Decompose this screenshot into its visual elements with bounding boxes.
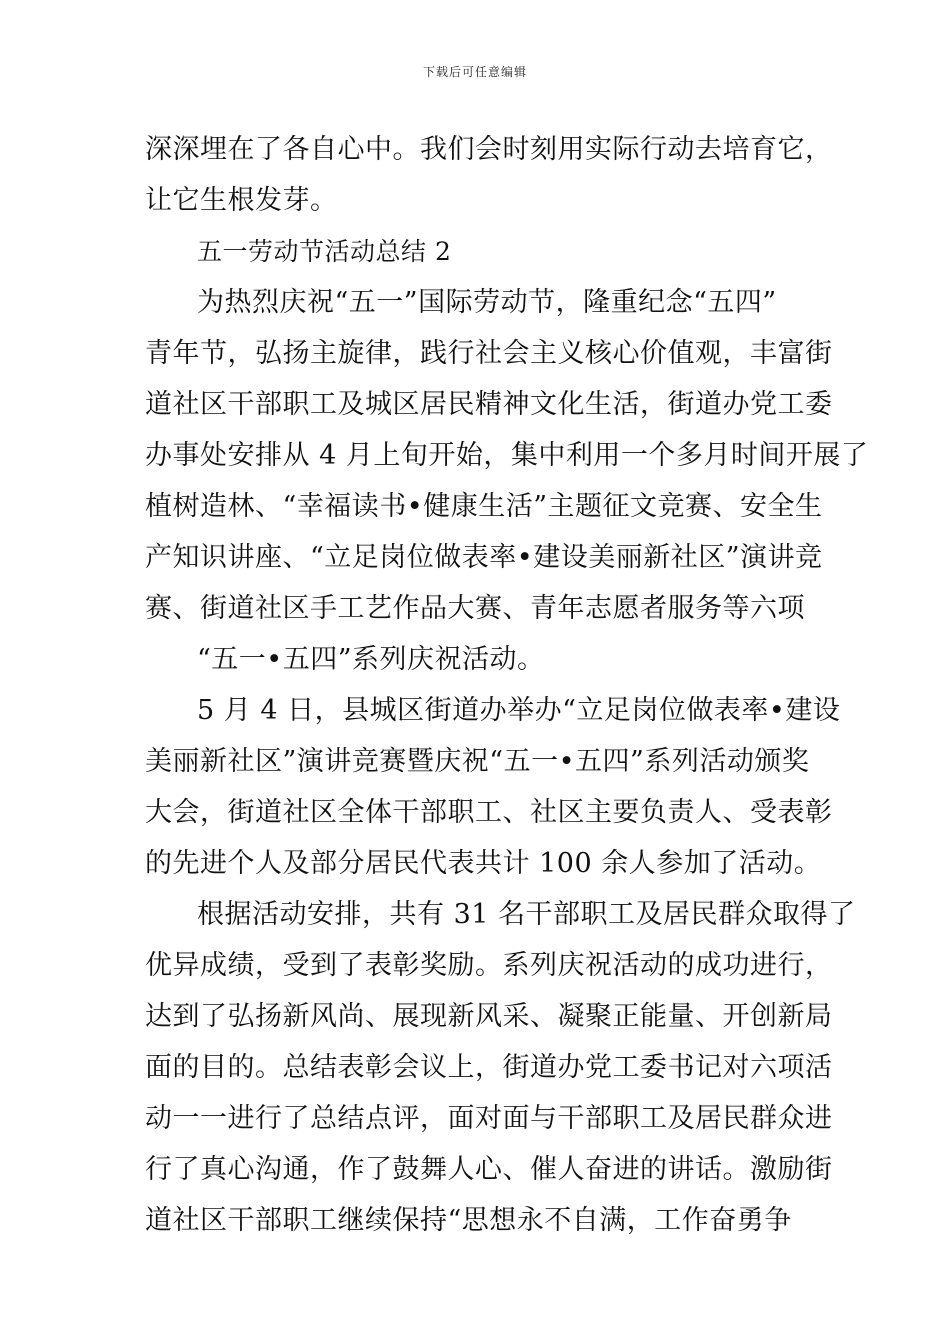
text-line: 根据活动安排，共有 31 名干部职工及居民群众取得了 (197, 899, 856, 930)
text-line: 的先进个人及部分居民代表共计 100 余人参加了活动。 (145, 848, 822, 879)
text-line: 大会，街道社区全体干部职工、社区主要负责人、受表彰 (145, 797, 833, 828)
text-line: 道社区干部职工及城区居民精神文化生活，街道办党工委 (145, 389, 833, 420)
text-line: 为热烈庆祝“五一”国际劳动节，隆重纪念“五四” (197, 287, 777, 318)
text-line: 行了真心沟通，作了鼓舞人心、催人奋进的讲话。激励街 (145, 1154, 833, 1185)
page-header: 下载后可任意编辑 (422, 65, 527, 79)
text-line: 深深埋在了各自心中。我们会时刻用实际行动去培育它， (145, 134, 833, 165)
text-line: 道社区干部职工继续保持“思想永不自满，工作奋勇争 (145, 1205, 792, 1236)
text-line: 办事处安排从 4 月上旬开始，集中利用一个多月时间开展了 (145, 440, 869, 471)
text-line: 达到了弘扬新风尚、展现新风采、凝聚正能量、开创新局 (145, 1001, 833, 1032)
text-line: 优异成绩，受到了表彰奖励。系列庆祝活动的成功进行， (145, 950, 833, 981)
text-line: 让它生根发芽。 (145, 185, 338, 216)
text-line: 植树造林、“幸福读书•健康生活”主题征文竞赛、安全生 (145, 491, 823, 522)
text-line: 面的目的。总结表彰会议上，街道办党工委书记对六项活 (145, 1052, 833, 1083)
text-line: “五一•五四”系列庆祝活动。 (197, 644, 545, 675)
section-heading: 五一劳动节活动总结 2 (197, 237, 452, 266)
text-line: 美丽新社区”演讲竞赛暨庆祝“五一•五四”系列活动颁奖 (145, 746, 810, 777)
text-line: 赛、街道社区手工艺作品大赛、青年志愿者服务等六项 (145, 593, 805, 624)
text-line: 5 月 4 日，县城区街道办举办“立足岗位做表率•建设 (197, 695, 841, 726)
body-text (145, 124, 869, 1246)
text-line: 青年节，弘扬主旋律，践行社会主义核心价值观，丰富街 (145, 338, 833, 369)
text-line: 动一一进行了总结点评，面对面与干部职工及居民群众进 (145, 1103, 833, 1134)
text-line: 产知识讲座、“立足岗位做表率•建设美丽新社区”演讲竞 (145, 542, 823, 573)
